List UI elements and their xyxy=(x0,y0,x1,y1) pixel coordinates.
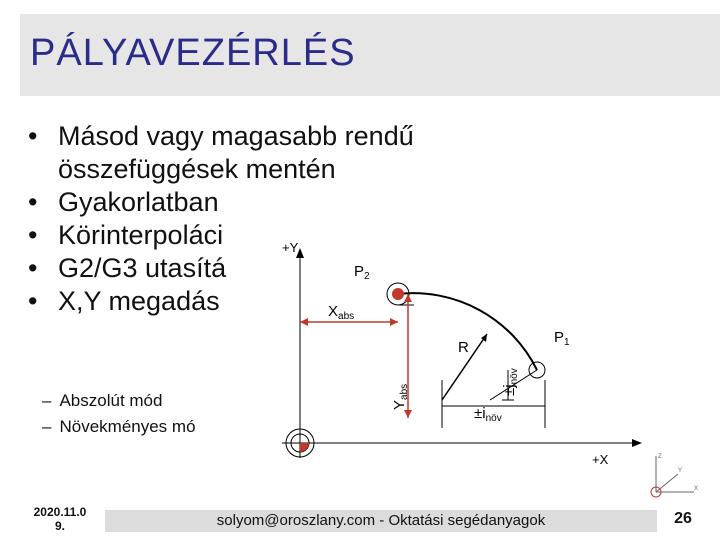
bullet-text: X,Y megadás xyxy=(58,286,220,316)
corner-y-label: Y xyxy=(678,468,683,474)
yabs-arrow-bottom xyxy=(404,410,412,418)
i-increment-label: $\pm i_{növ}$ xyxy=(474,405,502,424)
sub-bullet-item xyxy=(42,388,196,414)
sub-bullet-text: Abszolút mód xyxy=(59,391,163,410)
bullet-text: Körinterpoláci xyxy=(58,220,224,250)
corner-x-label: X xyxy=(694,486,699,492)
bullet-text: Másod vagy magasabb rendű összefüggések mentén xyxy=(58,121,414,184)
x-axis-arrow xyxy=(632,439,642,447)
footer-date xyxy=(20,505,100,533)
slide-title: PÁLYAVEZÉRLÉS xyxy=(30,32,356,74)
bullet-item xyxy=(28,120,488,186)
bullet-dot: • xyxy=(28,187,38,217)
xabs-label: $X_{abs}$ xyxy=(328,303,355,322)
arc-path xyxy=(398,293,537,370)
page-number: 26 xyxy=(674,510,692,527)
x-axis-label: +X xyxy=(592,452,609,467)
sub-bullet-text: Növekményes mó xyxy=(59,417,196,436)
xabs-arrow-right xyxy=(390,318,398,326)
corner-axes-icon xyxy=(644,450,700,502)
j-increment-label: $\pm j_{növ}$ xyxy=(501,368,520,396)
xabs-arrow-left xyxy=(300,318,308,326)
footer-text: solyom@oroszlany.com - Oktatási segédanyagok xyxy=(216,512,546,529)
p1-label: $P_1$ xyxy=(554,329,570,348)
sub-bullet-list xyxy=(42,388,196,440)
sub-bullet-item xyxy=(42,414,196,440)
p2-label: $P_2$ xyxy=(354,263,370,282)
bullet-dot: • xyxy=(28,121,38,151)
sub-bullet-dash: – xyxy=(42,417,52,436)
circular-interpolation-diagram xyxy=(252,210,646,468)
sub-bullet-dash: – xyxy=(42,391,52,410)
corner-z-label: Z xyxy=(658,454,662,460)
bullet-text: G2/G3 utasítá xyxy=(58,253,227,283)
bullet-dot: • xyxy=(28,220,38,250)
bullet-text: Gyakorlatban xyxy=(58,187,219,217)
yabs-label: $Y_{abs}$ xyxy=(391,383,410,410)
radius-label: R xyxy=(458,339,469,356)
footer-date-line2: 9. xyxy=(54,519,65,533)
bullet-dot: • xyxy=(28,286,38,316)
bullet-dot: • xyxy=(28,253,38,283)
yabs-arrow-top xyxy=(404,294,412,302)
y-axis-label: +Y xyxy=(282,240,299,255)
diagram-svg xyxy=(252,210,646,468)
footer-date-line1: 2020.11.0 xyxy=(33,505,87,519)
